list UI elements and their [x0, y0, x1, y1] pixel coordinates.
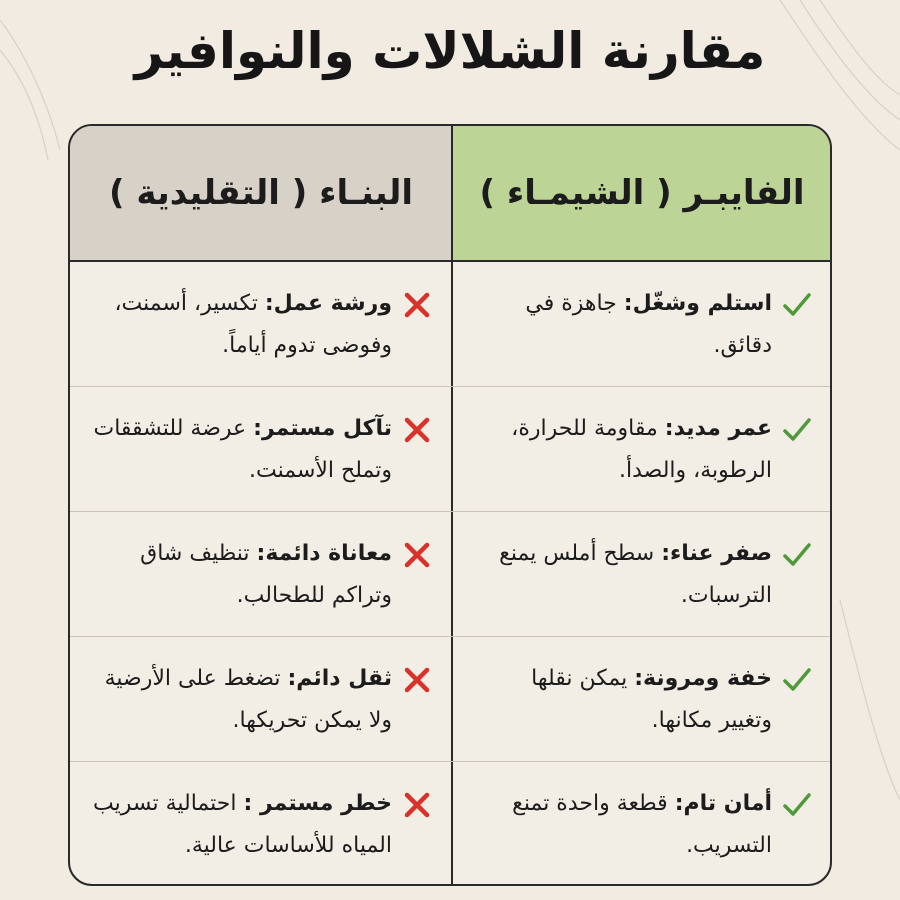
traditional-point-title: ورشة عمل: [264, 290, 392, 316]
traditional-point-text: احتمالية تسريب المياه للأساسات عالية. [92, 790, 392, 858]
check-icon [780, 413, 814, 447]
fiber-point-text: سطح أملس يمنع الترسبات. [499, 540, 772, 608]
fiber-point-text: جاهزة في دقائق. [525, 290, 772, 358]
traditional-cell [70, 762, 452, 886]
traditional-point-title: معاناة دائمة: [256, 540, 392, 566]
fiber-point-title: صفر عناء: [661, 540, 772, 566]
fiber-point-title: خفة ومرونة: [634, 665, 772, 691]
check-icon [780, 663, 814, 697]
cross-icon [400, 663, 434, 697]
fiber-cell [452, 262, 832, 387]
page-title: مقارنة الشلالات والنوافير [134, 22, 766, 80]
cross-icon [400, 288, 434, 322]
fiber-cell [452, 637, 832, 762]
check-icon [780, 788, 814, 822]
fiber-point-title: عمر مديد: [664, 415, 772, 441]
fiber-point-text: يمكن نقلها وتغيير مكانها. [531, 665, 772, 733]
fiber-cell [452, 762, 832, 886]
fiber-point-text: مقاومة للحرارة، الرطوبة، والصدأ. [511, 415, 772, 483]
fiber-point-text: قطعة واحدة تمنع التسريب. [512, 790, 772, 858]
fiber-cell [452, 387, 832, 512]
traditional-cell [70, 637, 452, 762]
fiber-column-header: الفايبـر ( الشيمـاء ) [452, 126, 832, 262]
comparison-rows [70, 262, 830, 886]
traditional-cell [70, 512, 452, 637]
table-row [70, 387, 830, 512]
fiber-point-title: أمان تام: [674, 790, 772, 816]
traditional-point-title: ثقل دائم: [287, 665, 392, 691]
check-icon [780, 538, 814, 572]
table-row [70, 637, 830, 762]
traditional-point-text: تضغط على الأرضية ولا يمكن تحريكها. [104, 665, 392, 733]
traditional-point-text: تنظيف شاق وتراكم للطحالب. [140, 540, 392, 608]
table-row [70, 262, 830, 387]
traditional-cell [70, 387, 452, 512]
comparison-table [68, 124, 832, 886]
table-row [70, 512, 830, 637]
traditional-point-title: خطر مستمر : [243, 790, 392, 816]
traditional-point-title: تآكل مستمر: [253, 415, 392, 441]
table-row [70, 762, 830, 886]
traditional-point-text: عرضة للتشققات وتملح الأسمنت. [93, 415, 392, 483]
check-icon [780, 288, 814, 322]
traditional-point-text: تكسير، أسمنت، وفوضى تدوم أياماً. [114, 290, 392, 358]
fiber-point-title: استلم وشغّل: [623, 290, 772, 316]
cross-icon [400, 413, 434, 447]
fiber-cell [452, 512, 832, 637]
cross-icon [400, 538, 434, 572]
traditional-cell [70, 262, 452, 387]
traditional-column-header: البنـاء ( التقليدية ) [70, 126, 452, 262]
cross-icon [400, 788, 434, 822]
